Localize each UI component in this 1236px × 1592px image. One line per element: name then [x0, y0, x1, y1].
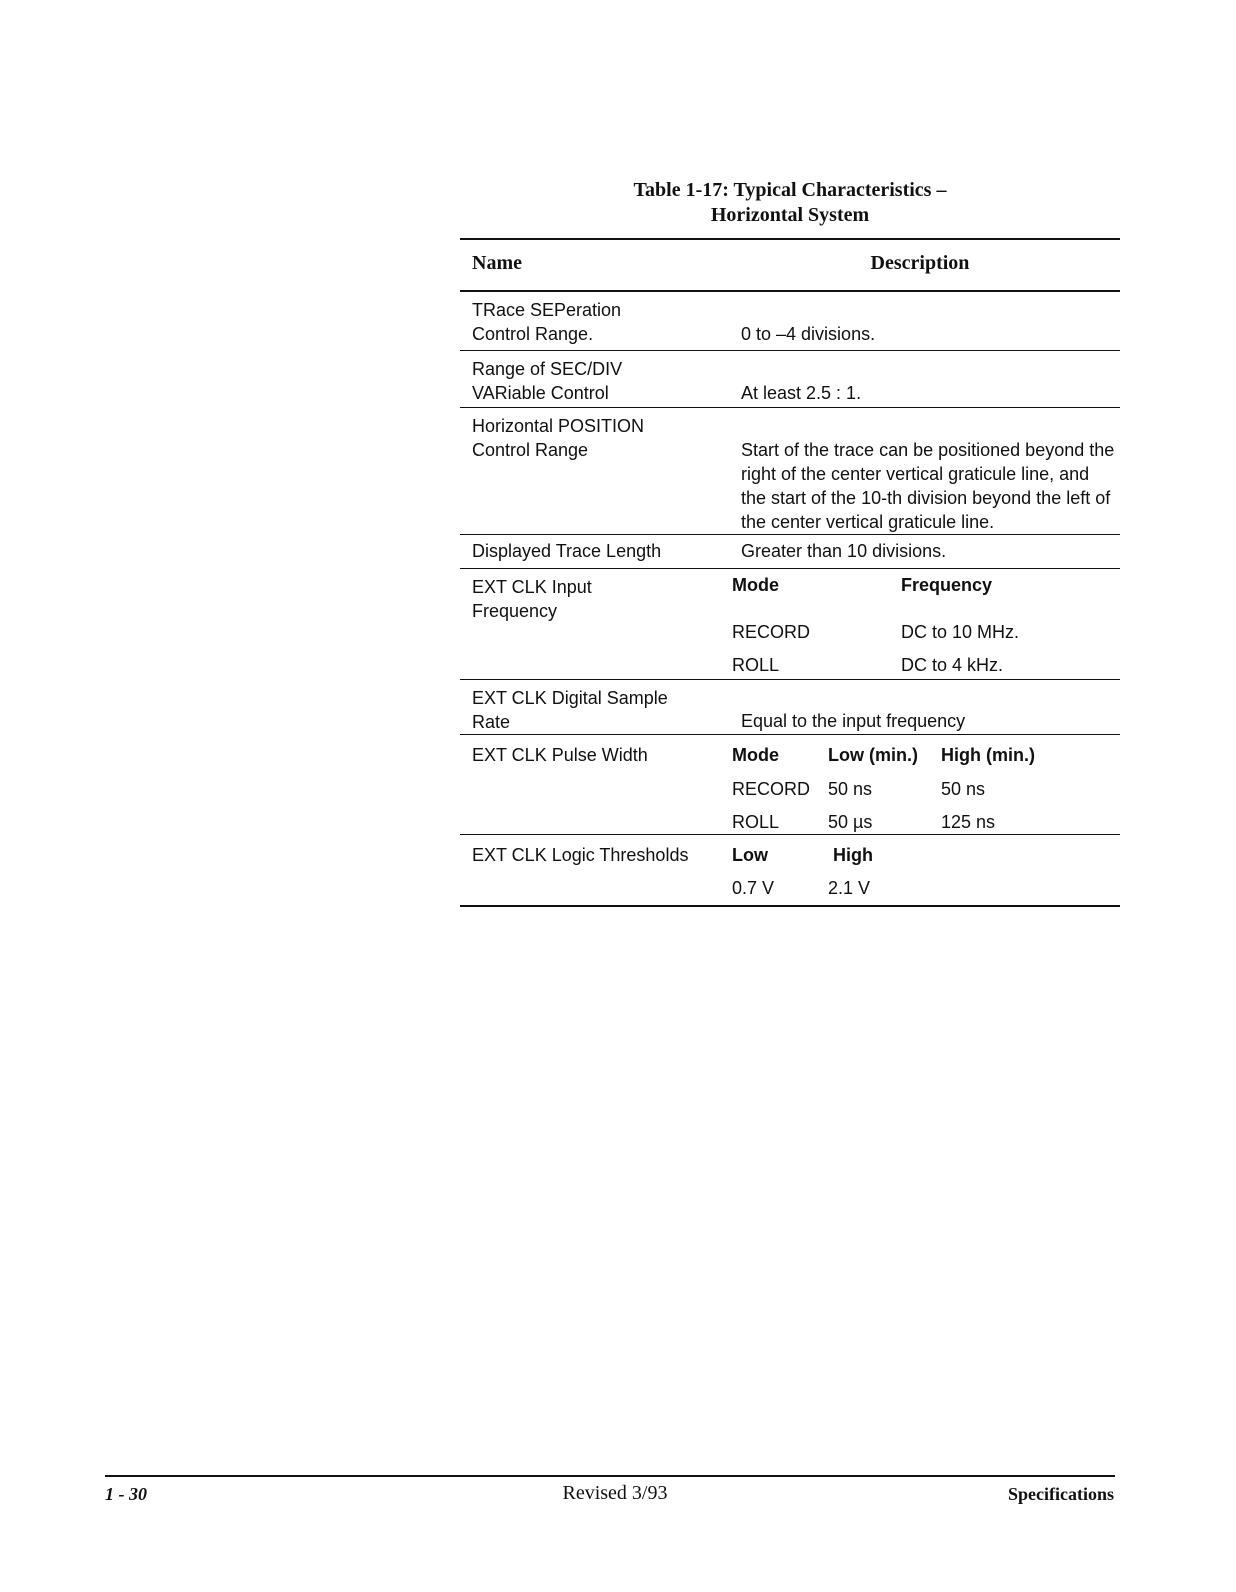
table-caption — [460, 178, 1120, 228]
row-name — [472, 414, 727, 462]
row-name-line: Frequency — [472, 601, 558, 621]
subtable-cell: DC to 10 MHz. — [901, 622, 1020, 642]
subtable-header: Low — [732, 845, 768, 865]
subtable-cell: 50 ns — [828, 779, 873, 799]
subtable-header: Frequency — [901, 575, 993, 595]
caption-line-1: Table 1-17: Typical Characteristics – — [633, 179, 947, 201]
row-name-line: EXT CLK Input — [472, 577, 592, 597]
row-description: Greater than 10 divisions. — [741, 541, 947, 561]
subtable-header: High (min.) — [941, 745, 1035, 765]
subtable-cell: ROLL — [732, 812, 780, 832]
subtable-header: Low (min.) — [828, 745, 918, 765]
subtable-header: Mode — [732, 575, 779, 595]
table-row — [460, 835, 1120, 905]
row-description: At least 2.5 : 1. — [741, 383, 862, 403]
table-bottom-rule — [460, 905, 1120, 907]
row-name — [472, 686, 727, 734]
description-line: right of the center vertical graticule line, and — [741, 464, 1090, 484]
row-name-line: EXT CLK Digital Sample — [472, 688, 668, 708]
table-row — [460, 569, 1120, 679]
table-row — [460, 351, 1120, 407]
header-description: Description — [870, 252, 970, 274]
subtable-cell: RECORD — [732, 622, 811, 642]
row-name-line: Range of SEC/DIV — [472, 359, 623, 379]
row-description: 0 to –4 divisions. — [741, 324, 876, 344]
subtable-cell: RECORD — [732, 779, 811, 799]
subtable-cell: 125 ns — [941, 812, 996, 832]
row-name — [472, 357, 727, 405]
table-row — [460, 735, 1120, 834]
table-row — [460, 680, 1120, 734]
subtable-cell: 0.7 V — [732, 878, 775, 898]
subtable-cell: DC to 4 kHz. — [901, 655, 1004, 675]
table-header — [460, 240, 1120, 290]
row-name-line: Rate — [472, 712, 511, 732]
row-name: Displayed Trace Length — [472, 541, 662, 561]
footer-rule — [105, 1475, 1115, 1477]
section-name: Specifications — [1008, 1484, 1114, 1504]
subtable-header: Mode — [732, 745, 779, 765]
subtable-cell: ROLL — [732, 655, 780, 675]
row-name-line: Control Range. — [472, 324, 594, 344]
table-row — [460, 535, 1120, 568]
header-name: Name — [472, 252, 522, 274]
subtable-cell: 50 ns — [941, 779, 986, 799]
row-name-line: VARiable Control — [472, 383, 609, 403]
row-name-line: Horizontal POSITION — [472, 416, 645, 436]
subtable-header: High — [833, 845, 873, 865]
description-line: the start of the 10-th division beyond the left of — [741, 488, 1111, 508]
row-name-line: Control Range — [472, 440, 589, 460]
page-number: 1 - 30 — [105, 1484, 147, 1504]
characteristics-table — [460, 238, 1120, 907]
revision-date: Revised 3/93 — [562, 1482, 668, 1504]
subtable-cell: 50 µs — [828, 812, 873, 832]
row-name — [472, 575, 727, 623]
row-name: EXT CLK Logic Thresholds — [472, 845, 689, 865]
row-name: EXT CLK Pulse Width — [472, 745, 648, 765]
row-name-line: TRace SEPeration — [472, 300, 622, 320]
caption-line-2: Horizontal System — [710, 204, 870, 226]
row-name — [472, 298, 727, 346]
table-row — [460, 292, 1120, 350]
description-line: the center vertical graticule line. — [741, 512, 995, 532]
row-description: Equal to the input frequency — [741, 711, 966, 731]
description-line: Start of the trace can be positioned beyond the — [741, 440, 1115, 460]
row-description — [741, 438, 1114, 534]
table-row — [460, 408, 1120, 534]
subtable-cell: 2.1 V — [828, 878, 871, 898]
